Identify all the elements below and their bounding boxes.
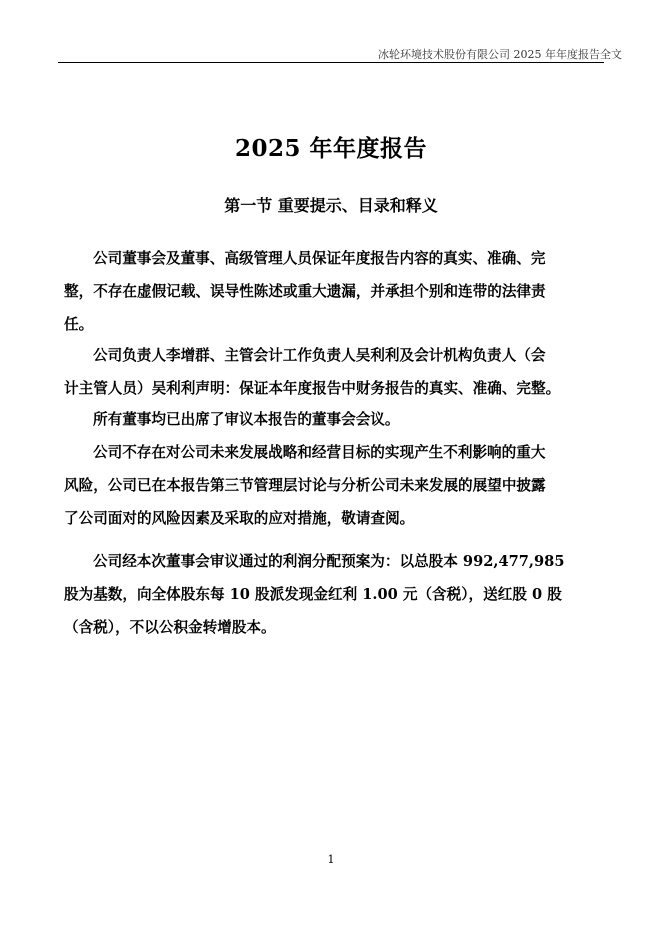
header-divider [58,62,604,63]
paragraph-line: 计主管人员）吴利利声明：保证本年度报告中财务报告的真实、准确、完整。 [64,380,561,397]
paragraph-officer-statement [64,339,560,405]
paragraph-line: （含税），不以公积金转增股本。 [64,619,276,636]
running-header: 冰轮环境技术股份有限公司 2025 年年度报告全文 [378,48,622,61]
paragraph-line: 任。 [64,316,94,333]
paragraph-board-guarantee [64,242,546,341]
paragraph-line: 风险，公司已在本报告第三节管理层讨论与分析公司未来发展的展望中披露 [64,477,546,494]
paragraph-line: 股为基数，向全体股东每 10 股派发现金红利 1.00 元（含税），送红股 0 股 [64,586,562,603]
paragraph-risk-statement [64,436,546,535]
paragraph-line: 整，不存在虚假记载、误导性陈述或重大遗漏，并承担个别和连带的法律责 [64,283,546,300]
paragraph-line: 公司董事会及董事、高级管理人员保证年度报告内容的真实、准确、完 [93,250,546,267]
paragraph-line: 公司负责人李增群、主管会计工作负责人吴利利及会计机构负责人（会 [93,347,546,364]
section-title: 第一节 重要提示、目录和释义 [224,196,438,215]
paragraph-director-attendance [64,403,399,436]
paragraph-profit-distribution [64,545,564,644]
paragraph-line: 公司不存在对公司未来发展战略和经营目标的实现产生不利影响的重大 [93,444,546,461]
page-number: 1 [327,853,335,866]
document-title: 2025 年年度报告 [234,135,428,162]
paragraph-line: 公司经本次董事会审议通过的利润分配预案为：以总股本 992,477,985 [93,553,565,570]
paragraph-line: 所有董事均已出席了审议本报告的董事会会议。 [93,411,400,428]
paragraph-line: 了公司面对的风险因素及采取的应对措施，敬请查阅。 [64,510,415,527]
